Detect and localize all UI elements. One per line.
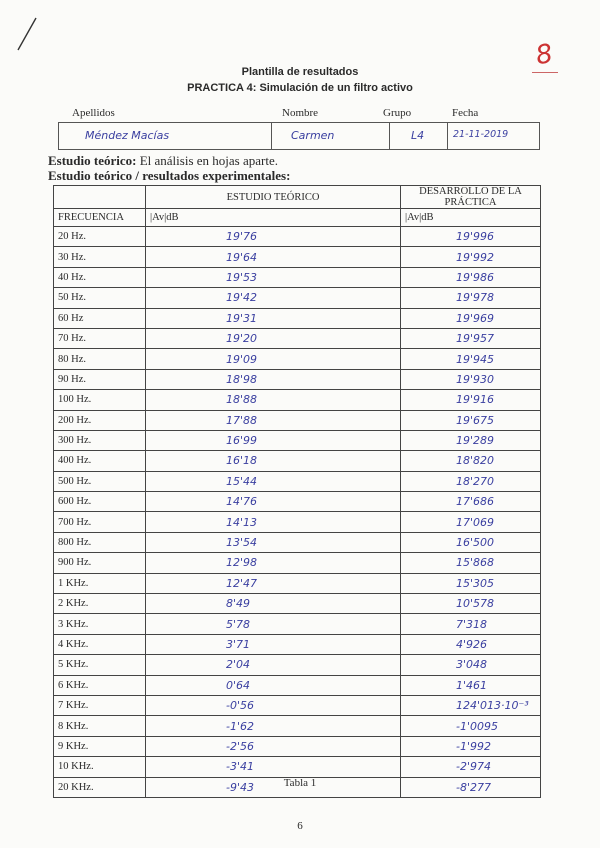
freq-cell: 50 Hz.	[54, 288, 146, 308]
practica-value: 19'978	[401, 288, 541, 308]
nombre-value: Carmen	[291, 129, 335, 142]
freq-cell: 10 KHz.	[54, 757, 146, 777]
divider	[271, 123, 272, 149]
header-practica: DESARROLLO DE LA PRÁCTICA	[401, 186, 541, 209]
teorico-value: 18'88	[146, 390, 401, 410]
col-av-practica: |Av|dB	[401, 209, 541, 227]
freq-cell: 80 Hz.	[54, 349, 146, 369]
teorico-value: 19'31	[146, 308, 401, 328]
practica-value: -1'0095	[401, 716, 541, 736]
practica-value: 17'686	[401, 492, 541, 512]
page-number: 6	[297, 820, 303, 832]
freq-cell: 800 Hz.	[54, 532, 146, 552]
teorico-value: 19'20	[146, 328, 401, 348]
practica-value: 10'578	[401, 594, 541, 614]
practica-value: 19'916	[401, 390, 541, 410]
table-caption: Tabla 1	[283, 777, 317, 789]
study-label: Estudio teórico:	[48, 153, 137, 168]
label-nombre: Nombre	[282, 107, 319, 119]
table-row	[54, 390, 541, 410]
teorico-value: -1'62	[146, 716, 401, 736]
results-heading: Estudio teórico / resultados experimentales:	[48, 168, 291, 183]
practica-value: -1'992	[401, 736, 541, 756]
freq-cell: 100 Hz.	[54, 390, 146, 410]
apellidos-value: Méndez Macías	[85, 129, 170, 142]
teorico-value: 14'76	[146, 492, 401, 512]
divider	[389, 123, 390, 149]
table-row	[54, 553, 541, 573]
freq-cell: 400 Hz.	[54, 451, 146, 471]
teorico-value: 8'49	[146, 594, 401, 614]
freq-cell: 600 Hz.	[54, 492, 146, 512]
table-row	[54, 634, 541, 654]
practica-value: 124'013·10⁻³	[401, 695, 541, 715]
freq-cell: 2 KHz.	[54, 594, 146, 614]
table-row	[54, 410, 541, 430]
table-row	[54, 451, 541, 471]
table-row	[54, 308, 541, 328]
freq-cell: 300 Hz.	[54, 430, 146, 450]
teorico-value: 19'53	[146, 267, 401, 287]
teorico-value: 19'09	[146, 349, 401, 369]
study-text: El análisis en hojas aparte.	[136, 153, 278, 168]
freq-cell: 5 KHz.	[54, 655, 146, 675]
table-row	[54, 594, 541, 614]
teorico-value: 18'98	[146, 369, 401, 389]
table-header-row	[54, 186, 541, 209]
freq-cell: 30 Hz.	[54, 247, 146, 267]
practica-value: 19'969	[401, 308, 541, 328]
grupo-value: L4	[411, 129, 425, 142]
practica-value: 3'048	[401, 655, 541, 675]
teorico-value: 19'64	[146, 247, 401, 267]
table-row	[54, 471, 541, 491]
freq-cell: 20 Hz.	[54, 227, 146, 247]
practica-value: 1'461	[401, 675, 541, 695]
table-subheader-row	[54, 209, 541, 227]
label-grupo: Grupo	[383, 107, 412, 119]
table-row	[54, 512, 541, 532]
freq-cell: 4 KHz.	[54, 634, 146, 654]
teorico-value: 14'13	[146, 512, 401, 532]
teorico-value: 16'99	[146, 430, 401, 450]
freq-cell: 1 KHz.	[54, 573, 146, 593]
header-blank	[54, 186, 146, 209]
table-row	[54, 675, 541, 695]
practica-value: 19'986	[401, 267, 541, 287]
freq-cell: 3 KHz.	[54, 614, 146, 634]
practica-value: 19'996	[401, 227, 541, 247]
fecha-value: 21-11-2019	[453, 129, 509, 140]
table-row	[54, 227, 541, 247]
table-row	[54, 757, 541, 777]
teorico-value: 0'64	[146, 675, 401, 695]
student-info-box	[58, 122, 540, 150]
practica-value: 18'270	[401, 471, 541, 491]
study-note	[48, 153, 278, 169]
practica-value: 19'289	[401, 430, 541, 450]
practica-value: -8'277	[401, 777, 541, 797]
grade-mark: 8	[533, 38, 556, 72]
teorico-value: -2'56	[146, 736, 401, 756]
table-row	[54, 573, 541, 593]
practica-value: 7'318	[401, 614, 541, 634]
practica-value: 4'926	[401, 634, 541, 654]
practica-value: 17'069	[401, 512, 541, 532]
practica-value: 19'675	[401, 410, 541, 430]
teorico-value: 5'78	[146, 614, 401, 634]
teorico-value: 19'76	[146, 227, 401, 247]
table-row	[54, 349, 541, 369]
teorico-value: 15'44	[146, 471, 401, 491]
freq-cell: 90 Hz.	[54, 369, 146, 389]
page-title: Plantilla de resultados	[241, 66, 359, 78]
pen-stroke-mark	[14, 14, 44, 54]
freq-cell: 500 Hz.	[54, 471, 146, 491]
freq-cell: 20 KHz.	[54, 777, 146, 797]
results-table	[53, 185, 541, 798]
page-subtitle: PRACTICA 4: Simulación de un filtro activo	[187, 82, 413, 94]
teorico-value: 12'98	[146, 553, 401, 573]
table-row	[54, 247, 541, 267]
freq-cell: 7 KHz.	[54, 695, 146, 715]
freq-cell: 200 Hz.	[54, 410, 146, 430]
practica-value: 19'930	[401, 369, 541, 389]
freq-cell: 40 Hz.	[54, 267, 146, 287]
label-apellidos: Apellidos	[72, 107, 115, 119]
teorico-value: 16'18	[146, 451, 401, 471]
table-row	[54, 369, 541, 389]
freq-cell: 8 KHz.	[54, 716, 146, 736]
table-row	[54, 430, 541, 450]
practica-value: 19'957	[401, 328, 541, 348]
teorico-value: 3'71	[146, 634, 401, 654]
table-row	[54, 614, 541, 634]
table-row	[54, 736, 541, 756]
label-fecha: Fecha	[452, 107, 479, 119]
freq-cell: 900 Hz.	[54, 553, 146, 573]
table-row	[54, 328, 541, 348]
teorico-value: 13'54	[146, 532, 401, 552]
freq-cell: 700 Hz.	[54, 512, 146, 532]
table-row	[54, 267, 541, 287]
practica-value: 15'305	[401, 573, 541, 593]
freq-cell: 6 KHz.	[54, 675, 146, 695]
table-row	[54, 492, 541, 512]
table-body	[54, 227, 541, 798]
practica-value: 18'820	[401, 451, 541, 471]
practica-value: 15'868	[401, 553, 541, 573]
table-row	[54, 695, 541, 715]
table-row	[54, 716, 541, 736]
teorico-value: -3'41	[146, 757, 401, 777]
freq-cell: 9 KHz.	[54, 736, 146, 756]
col-av-teorico: |Av|dB	[146, 209, 401, 227]
freq-cell: 60 Hz	[54, 308, 146, 328]
practica-value: 16'500	[401, 532, 541, 552]
teorico-value: 17'88	[146, 410, 401, 430]
divider	[447, 123, 448, 149]
teorico-value: 19'42	[146, 288, 401, 308]
teorico-value: -9'43	[146, 777, 401, 797]
teorico-value: 12'47	[146, 573, 401, 593]
teorico-value: -0'56	[146, 695, 401, 715]
practica-value: -2'974	[401, 757, 541, 777]
table-row	[54, 288, 541, 308]
teorico-value: 2'04	[146, 655, 401, 675]
practica-value: 19'945	[401, 349, 541, 369]
practica-value: 19'992	[401, 247, 541, 267]
header-teorico: ESTUDIO TEÓRICO	[146, 186, 401, 209]
table-row	[54, 655, 541, 675]
table-row	[54, 532, 541, 552]
freq-cell: 70 Hz.	[54, 328, 146, 348]
col-frecuencia: FRECUENCIA	[54, 209, 146, 227]
